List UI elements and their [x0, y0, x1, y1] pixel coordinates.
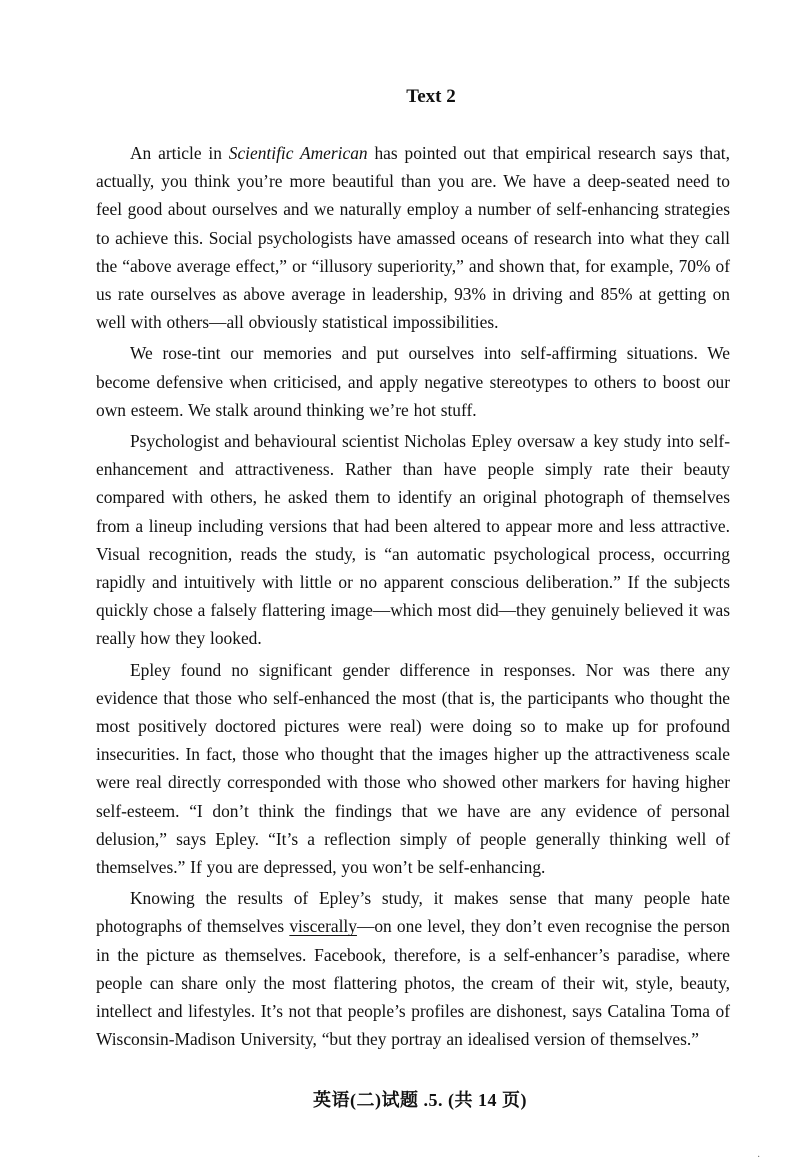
- page-footer: 英语(二)试题 .5. (共 14 页): [313, 1090, 527, 1110]
- scan-speck: ·: [757, 1152, 761, 1163]
- paragraph-5-lead: Knowing the results of Epley’s study, it makes sense that many people hate photographs of themselves: [96, 888, 730, 937]
- paragraph-3: Psychologist and behavioural scientist Nicholas Epley oversaw a key study into self-enhancement and attractiveness. Rather than have people simply rate their beauty compared with others, he asked them to identify an original photograph of themselves from a lineup including versions that had been altered to appear more and less attractive. Visual recognition, reads the study, is “an automatic psychological process, occurring rapidly and intuitively with little or no apparent conscious deliberation.” If the subjects quickly chose a falsely flattering image—which most did—they genuinely believed it was really how they looked.: [96, 431, 730, 649]
- publication-name: Scientific American: [228, 143, 368, 163]
- underlined-word: viscerally: [289, 916, 357, 937]
- paragraph-2: We rose-tint our memories and put ourselves into self-affirming situations. We become defensive when criticised, and apply negative stereotypes to others to boost our own esteem. We stalk around thinking we’re hot stuff.: [96, 343, 730, 420]
- paragraph-4: Epley found no significant gender difference in responses. Nor was there any evidence that those who self-enhanced the most (that is, the participants who thought the most positively doctored pictures were real) were doing so to make up for profound insecurities. In fact, those who thought that the images higher up the attractiveness scale were real directly corresponded with those who showed other markers for having higher self-esteem. “I don’t think the findings that we have are any evidence of personal delusion,” says Epley. “It’s a reflection simply of people generally thinking well of themselves.” If you are depressed, you won’t be self-enhancing.: [96, 659, 730, 878]
- paragraph-5: [96, 884, 730, 1053]
- document-title: Text 2: [406, 86, 456, 107]
- paragraph-1: [96, 139, 730, 336]
- paragraph-5-body: —on one level, they don’t even recognise the person in the picture as themselves. Facebook, therefore, is a self-enhancer’s paradise, where people can share only the most flattering photos, the cream of their wit, style, beauty, intellect and lifestyles. It’s not that people’s profiles are dishonest, says Catalina Toma of Wisconsin-Madison University, “but they portray an idealised version of themselves.”: [96, 916, 730, 1050]
- paragraph-1-lead: An article in: [130, 143, 229, 163]
- paragraph-1-body: has pointed out that empirical research says that, actually, you think you’re more beautiful than you are. We have a deep-seated need to feel good about ourselves and we naturally employ a number of self-enhancing strategies to achieve this. Social psychologists have amassed oceans of research into what they call the “above average effect,” or “illusory superiority,” and shown that, for example, 70% of us rate ourselves as above average in leadership, 93% in driving and 85% at getting on well with others—all obviously statistical impossibilities.: [96, 143, 730, 333]
